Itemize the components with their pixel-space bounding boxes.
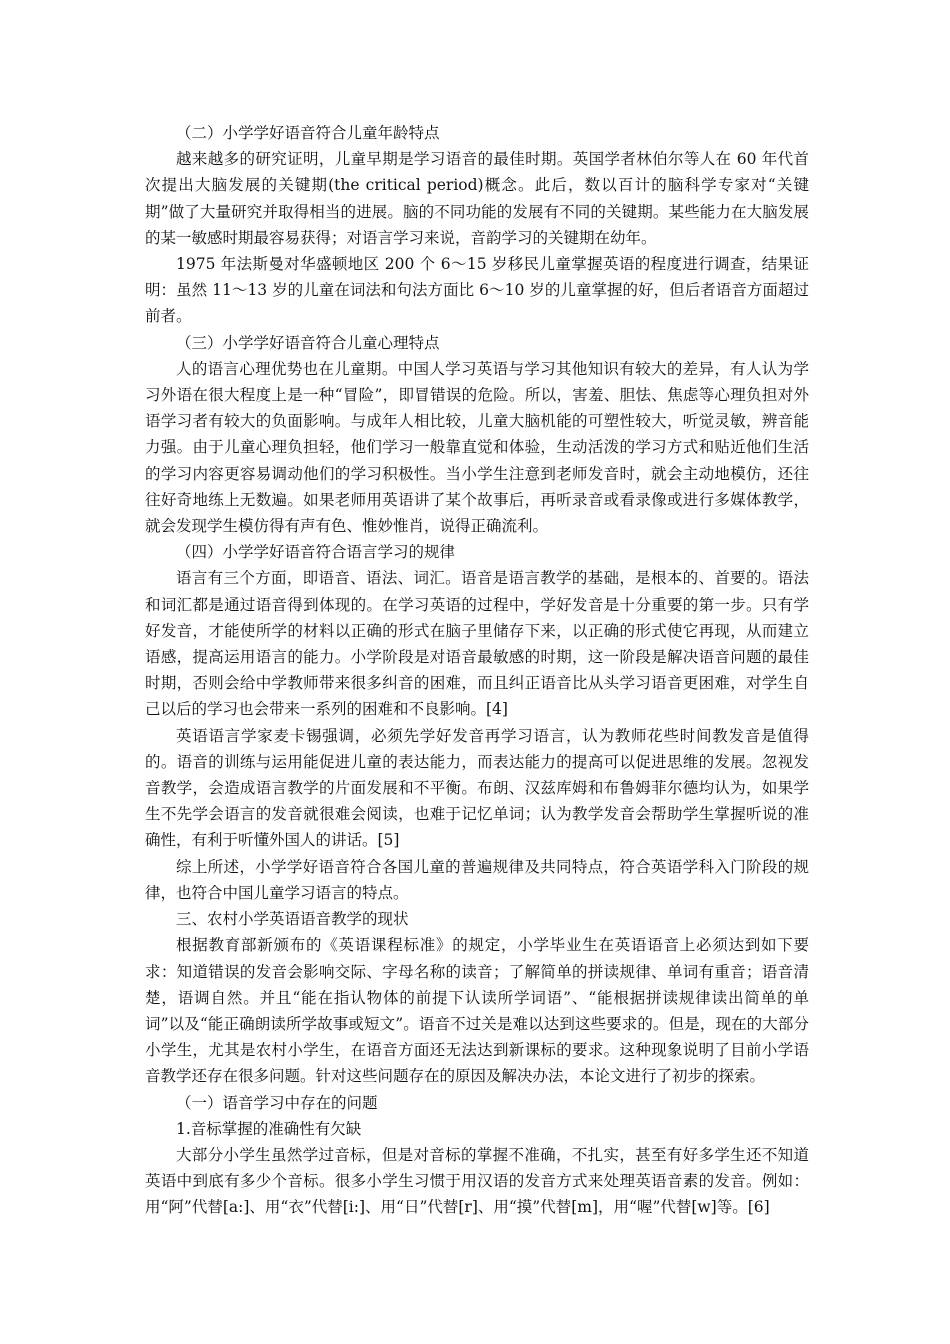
section-heading: （二）小学学好语音符合儿童年龄特点: [176, 124, 440, 142]
paragraph: 语言有三个方面，即语音、语法、词汇。语音是语言教学的基础，是根本的、首要的。语法和词汇都是通过语音得到体现的。在学习英语的过程中，学好发音是十分重要的第一步。只有学好发音，才能使所学的材料以正确的形式在脑子里储存下来，以正确的形式使它再现，从而建立语感，提高运用语言的能力。小学阶段是对语音最敏感的时期，这一阶段是解决语音问题的最佳时期，否则会给中学教师带来很多纠音的困难，而且纠正语音比从头学习语音更困难，对学生自己以后的学习也会带来一系列的困难和不良影响。[4]: [145, 569, 809, 719]
paragraph: 综上所述，小学学好语音符合各国儿童的普遍规律及共同特点，符合英语学科入门阶段的规律，也符合中国儿童学习语言的特点。: [145, 857, 809, 902]
paragraph: 大部分小学生虽然学过音标，但是对音标的掌握不准确，不扎实，甚至有好多学生还不知道英语中到底有多少个音标。很多小学生习惯于用汉语的发音方式来处理英语音素的发音。例如：用“阿”代替[a:]、用“衣”代替[i:]、用“日”代替[r]、用“摸”代替[m]，用“喔”代替[w]等。[6]: [145, 1145, 809, 1217]
paragraph: 根据教育部新颁布的《英语课程标准》的规定，小学毕业生在英语语音上必须达到如下要求：知道错误的发音会影响交际、字母名称的读音；了解简单的拼读规律、单词有重音；语音清楚，语调自然。并且“能在指认物体的前提下认读所学词语”、“能根据拼读规律读出简单的单词”以及“能正确朗读所学故事或短文”。语音不过关是难以达到这些要求的。但是，现在的大部分小学生，尤其是农村小学生，在语音方面还无法达到新课标的要求。这种现象说明了目前小学语音教学还存在很多问题。针对这些问题存在的原因及解决办法，本论文进行了初步的探索。: [145, 936, 809, 1086]
document-body: [145, 120, 809, 1221]
section-heading: 三、农村小学英语语音教学的现状: [176, 910, 409, 929]
paragraph: 越来越多的研究证明，儿童早期是学习语音的最佳时期。英国学者林伯尔等人在 60 年代首次提出大脑发展的关键期(the critical period)概念。此后，数以百计的脑科学专家对“关键期”做了大量研究并取得相当的进展。脑的不同功能的发展有不同的关键期。某些能力在大脑发展的某一敏感时期最容易获得；对语言学习来说，音韵学习的关键期在幼年。: [145, 150, 809, 247]
subsection-heading: 1.音标掌握的准确性有欠缺: [176, 1119, 362, 1138]
section-heading: （一）语音学习中存在的问题: [176, 1093, 378, 1112]
paragraph: 人的语言心理优势也在儿童期。中国人学习英语与学习其他知识有较大的差异，有人认为学习外语在很大程度上是一种“冒险”，即冒错误的危险。所以，害羞、胆怯、焦虑等心理负担对外语学习者有较大的负面影响。与成年人相比较，儿童大脑机能的可塑性较大，听觉灵敏，辨音能力强。由于儿童心理负担轻，他们学习一般靠直觉和体验，生动活泼的学习方式和贴近他们生活的学习内容更容易调动他们的学习积极性。当小学生注意到老师发音时，就会主动地模仿，还往往好奇地练上无数遍。如果老师用英语讲了某个故事后，再听录音或看录像或进行多媒体教学，就会发现学生模仿得有声有色、惟妙惟肖，说得正确流利。: [145, 359, 809, 536]
section-heading: （三）小学学好语音符合儿童心理特点: [176, 333, 440, 352]
section-heading: （四）小学学好语音符合语言学习的规律: [176, 543, 456, 562]
paragraph: 英语语言学家麦卡锡强调，必须先学好发音再学习语言，认为教师花些时间教发音是值得的。语音的训练与运用能促进儿童的表达能力，而表达能力的提高可以促进思维的发展。忽视发音教学，会造成语言教学的片面发展和不平衡。布朗、汉兹库姆和布鲁姆菲尔德均认为，如果学生不先学会语言的发音就很难会阅读，也难于记忆单词；认为教学发音会帮助学生掌握听说的准确性，有利于听懂外国人的讲话。[5]: [145, 726, 809, 850]
paragraph: 1975 年法斯曼对华盛顿地区 200 个 6～15 岁移民儿童掌握英语的程度进行调查，结果证明：虽然 11～13 岁的儿童在词法和句法方面比 6～10 岁的儿童掌握的好，但后者语音方面超过前者。: [145, 255, 809, 326]
